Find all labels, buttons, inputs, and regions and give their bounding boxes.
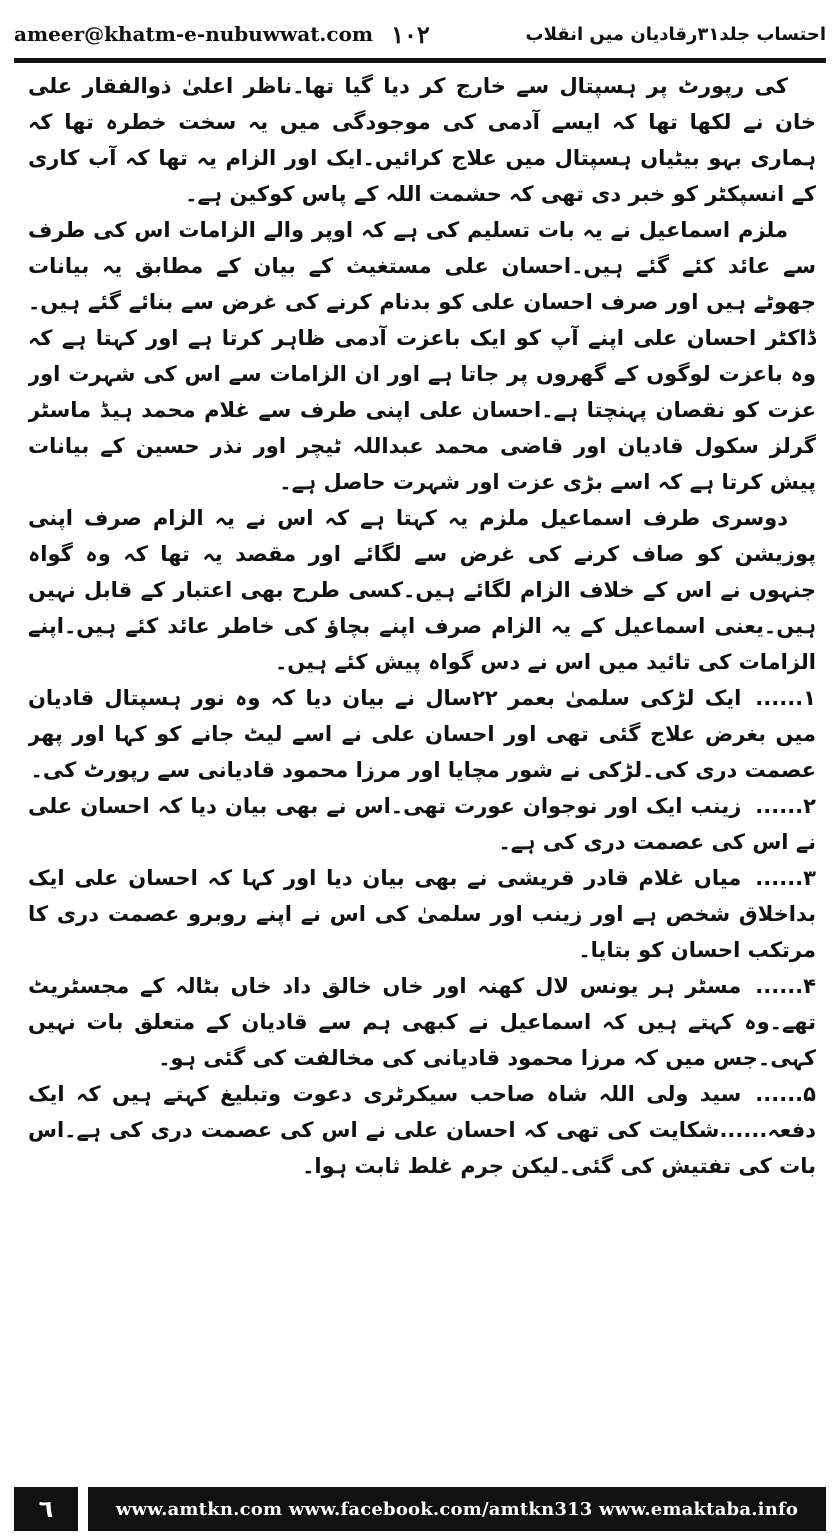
item-text-4: مسٹر ہر یونس لال کھنہ اور خاں خالق داد خاں بٹالہ کے مجسٹریٹ تھے۔وہ کہتے ہیں کہ اسماعیل نے کبھی ہم سے قادیان کے متعلق بات نہیں کہی۔جس میں کہ مرزا محمود قادیانی کی مخالفت کی گئی ہو۔ (28, 974, 816, 1070)
page-footer (14, 1486, 826, 1532)
list-item-4 (28, 968, 816, 1076)
list-item-1 (28, 680, 816, 788)
item-text-3: میاں غلام قادر قریشی نے بھی بیان دیا اور کہا کہ احسان علی ایک بداخلاق شخص ہے اور زینب اور سلمیٰ کی اس نے اپنے روبرو عصمت دری کا مرتکب احسان کو بتایا۔ (28, 866, 816, 962)
list-item-2 (28, 788, 816, 860)
header-page-number: ۱۰۲ (391, 19, 430, 49)
item-number-4: ۴...... (755, 974, 816, 998)
page-content (28, 68, 816, 1470)
item-number-2: ۲...... (755, 794, 816, 818)
item-number-1: ۱...... (755, 686, 816, 710)
header-rule (14, 58, 826, 63)
list-item-5 (28, 1076, 816, 1184)
list-item-3 (28, 860, 816, 968)
header-left (14, 20, 430, 49)
header-book-title: احتساب جلد۳۱رقادیان میں انقلاب (525, 23, 826, 45)
paragraph-2: ملزم اسماعیل نے یہ بات تسلیم کی ہے کہ اوپر والے الزامات اس کی طرف سے عائد کئے گئے ہیں۔احسان علی مستغیث کے بیان کے مطابق یہ بیانات جھوٹے ہیں اور صرف احسان علی کو بدنام کرنے کی غرض سے بنائے گئے ہیں۔ڈاکٹر احسان علی اپنے آپ کو ایک باعزت آدمی ظاہر کرتا ہے اور کہتا ہے کہ وہ باعزت لوگوں کے گھروں پر جاتا ہے اور ان الزامات سے اس کی شہرت اور عزت کو نقصان پہنچتا ہے۔احسان علی اپنی طرف سے غلام محمد ہیڈ ماسٹر گرلز سکول قادیان اور قاضی محمد عبداللہ ٹیچر اور نذر حسین کے بیانات پیش کرتا ہے کہ اسے بڑی عزت اور شہرت حاصل ہے۔ (28, 218, 816, 494)
item-text-2: زینب ایک اور نوجوان عورت تھی۔اس نے بھی بیان دیا کہ احسان علی نے اس کی عصمت دری کی ہے۔ (28, 794, 816, 854)
header-email: ameer@khatm-e-nubuwwat.com (14, 22, 374, 46)
page-header (14, 14, 826, 54)
item-text-1: ایک لڑکی سلمیٰ بعمر ۲۲سال نے بیان دیا کہ وہ نور ہسپتال قادیان میں بغرض علاج گئی تھی اور احسان علی نے اسے لیٹ جانے کو کہا اور پھر عصمت دری کی۔لڑکی نے شور مچایا اور مرزا محمود قادیانی سے رپورٹ کی۔ (28, 686, 816, 782)
item-text-5: سید ولی اللہ شاہ صاحب سیکرٹری دعوت وتبلیغ کہتے ہیں کہ ایک دفعہ......شکایت کی تھی کہ احسان علی نے اس کی عصمت دری کی ہے۔اس بات کی تفتیش کی گئی۔لیکن جرم غلط ثابت ہوا۔ (28, 1082, 816, 1178)
item-number-3: ۳...... (755, 866, 816, 890)
footer-page-marker: ٦ (14, 1487, 78, 1531)
footer-links: www.amtkn.com www.facebook.com/amtkn313 www.emaktaba.info (88, 1487, 826, 1531)
item-number-5: ۵...... (755, 1082, 816, 1106)
paragraph-1: کی رپورٹ پر ہسپتال سے خارج کر دیا گیا تھا۔ناظر اعلیٰ ذوالفقار علی خان نے لکھا تھا کہ ایسے آدمی کی موجودگی میں یہ سخت خطرہ تھا کہ ہماری بہو بیٹیاں ہسپتال میں علاج کرائیں۔ایک اور الزام یہ تھا کہ آب کاری کے انسپکٹر کو خبر دی تھی کہ حشمت اللہ کے پاس کوکین ہے۔ (28, 74, 816, 206)
paragraph-3: دوسری طرف اسماعیل ملزم یہ کہتا ہے کہ اس نے یہ الزام صرف اپنی پوزیشن کو صاف کرنے کی غرض سے لگائے اور مقصد یہ تھا کہ وہ گواہ جنہوں نے اس کے خلاف الزام لگائے ہیں۔کسی طرح بھی اعتبار کے قابل نہیں ہیں۔یعنی اسماعیل کے یہ الزام صرف اپنے بچاؤ کی خاطر عائد کئے ہیں۔اپنے الزامات کی تائید میں اس نے دس گواہ پیش کئے ہیں۔ (28, 506, 816, 674)
